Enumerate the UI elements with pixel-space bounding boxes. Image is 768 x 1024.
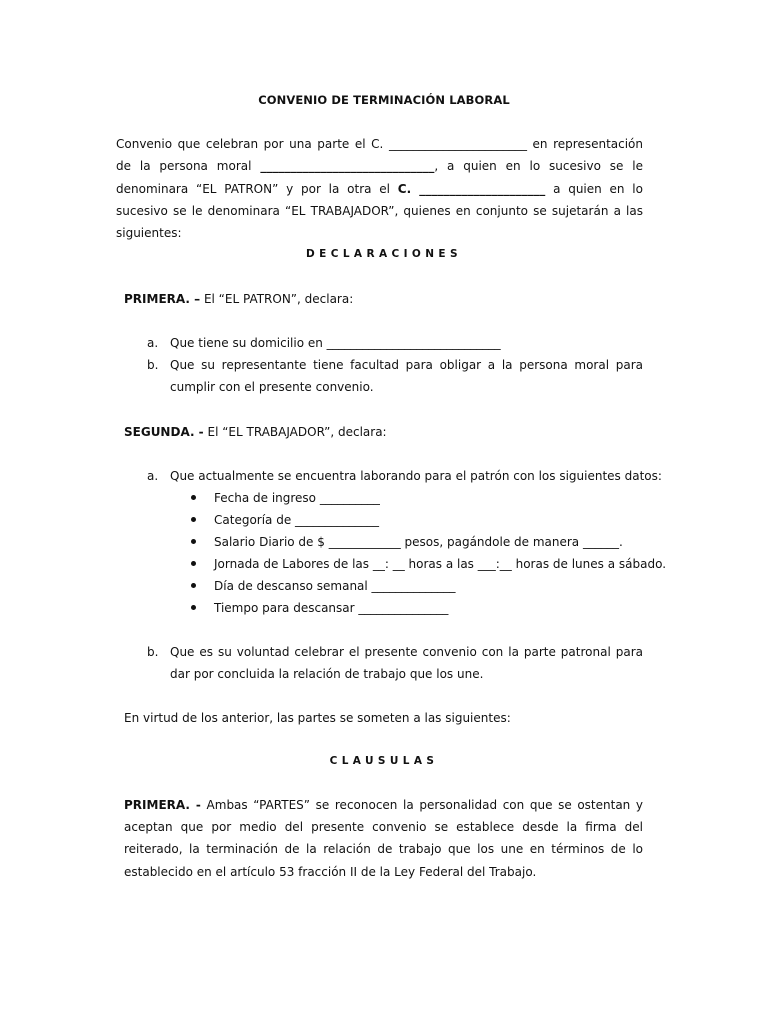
primera-item-b-text: Que su representante tiene facultad para obligar a la persona moral para cumplir con el presente convenio. (170, 358, 643, 395)
declaracion-primera-label: PRIMERA. – (124, 292, 201, 306)
clausula-primera-label: PRIMERA. - (124, 798, 201, 812)
list-marker-b: b. (147, 645, 159, 659)
clausula-primera-text: Ambas “PARTES” se reconocen la personalidad con que se ostentan y aceptan que por medio del presente convenio se establece desde la firma del reiterado, la terminación de la relación de trabajo que los une en términos de lo establecido en el artículo 53 fracción II de la Ley Federal del Trabajo. (124, 798, 644, 879)
segunda-item-b-text: Que es su voluntad celebrar el presente convenio con la parte patronal para dar por concluida la relación de trabajo que los une. (170, 645, 643, 682)
bullet-salario-diario: Salario Diario de $ ____________ pesos, pagándole de manera ______. (214, 535, 623, 549)
bullet-jornada: Jornada de Labores de las __: __ horas a las ___:__ horas de lunes a sábado. (214, 557, 667, 571)
bullet-icon (191, 495, 196, 500)
declaracion-segunda-text: El “EL TRABAJADOR”, declara: (203, 425, 387, 439)
bullet-tiempo-descansar: Tiempo para descansar _______________ (214, 601, 449, 615)
list-marker-a: a. (147, 469, 159, 483)
intro-text-1: Convenio que celebran por una parte el C. _______________________ en representación de la persona moral (116, 137, 643, 174)
intro-text-5: a quien en lo sucesivo se le denominara “EL TRABAJADOR”, quienes en conjunto se sujetarán a las siguientes: (116, 181, 643, 241)
bullet-fecha-ingreso: Fecha de ingreso __________ (214, 491, 380, 505)
declaracion-segunda-label: SEGUNDA. - (124, 425, 204, 439)
intro-blank-persona-moral: _____________________________ (260, 159, 435, 174)
document-title: CONVENIO DE TERMINACIÓN LABORAL (258, 93, 510, 107)
bullet-categoria: Categoría de ______________ (214, 513, 380, 527)
clausula-primera (124, 794, 643, 883)
intro-paragraph (116, 133, 643, 244)
bullet-icon (191, 539, 196, 544)
bullet-icon (191, 583, 196, 588)
list-marker-b: b. (147, 358, 159, 372)
list-marker-a: a. (147, 336, 159, 350)
bullet-dia-descanso: Día de descanso semanal ______________ (214, 579, 456, 593)
bullet-icon (191, 605, 196, 610)
declaracion-primera (124, 290, 353, 308)
intro-text-3: , a quien en lo sucesivo se le denominara “EL PATRON” y por la otra el (116, 159, 643, 196)
declaracion-segunda (124, 423, 387, 441)
intro-blank-trabajador: C. _____________________ (397, 181, 546, 196)
declaraciones-closing: En virtud de los anterior, las partes se someten a las siguientes: (124, 711, 511, 725)
declaraciones-heading: DECLARACIONES (306, 248, 462, 260)
clausulas-heading: CLAUSULAS (329, 755, 439, 767)
declaracion-primera-text: El “EL PATRON”, declara: (200, 292, 354, 306)
primera-item-a-text: Que tiene su domicilio en _____________________________ (170, 336, 501, 350)
bullet-icon (191, 517, 196, 522)
segunda-item-a-text: Que actualmente se encuentra laborando para el patrón con los siguientes datos: (170, 469, 662, 483)
bullet-icon (191, 561, 196, 566)
